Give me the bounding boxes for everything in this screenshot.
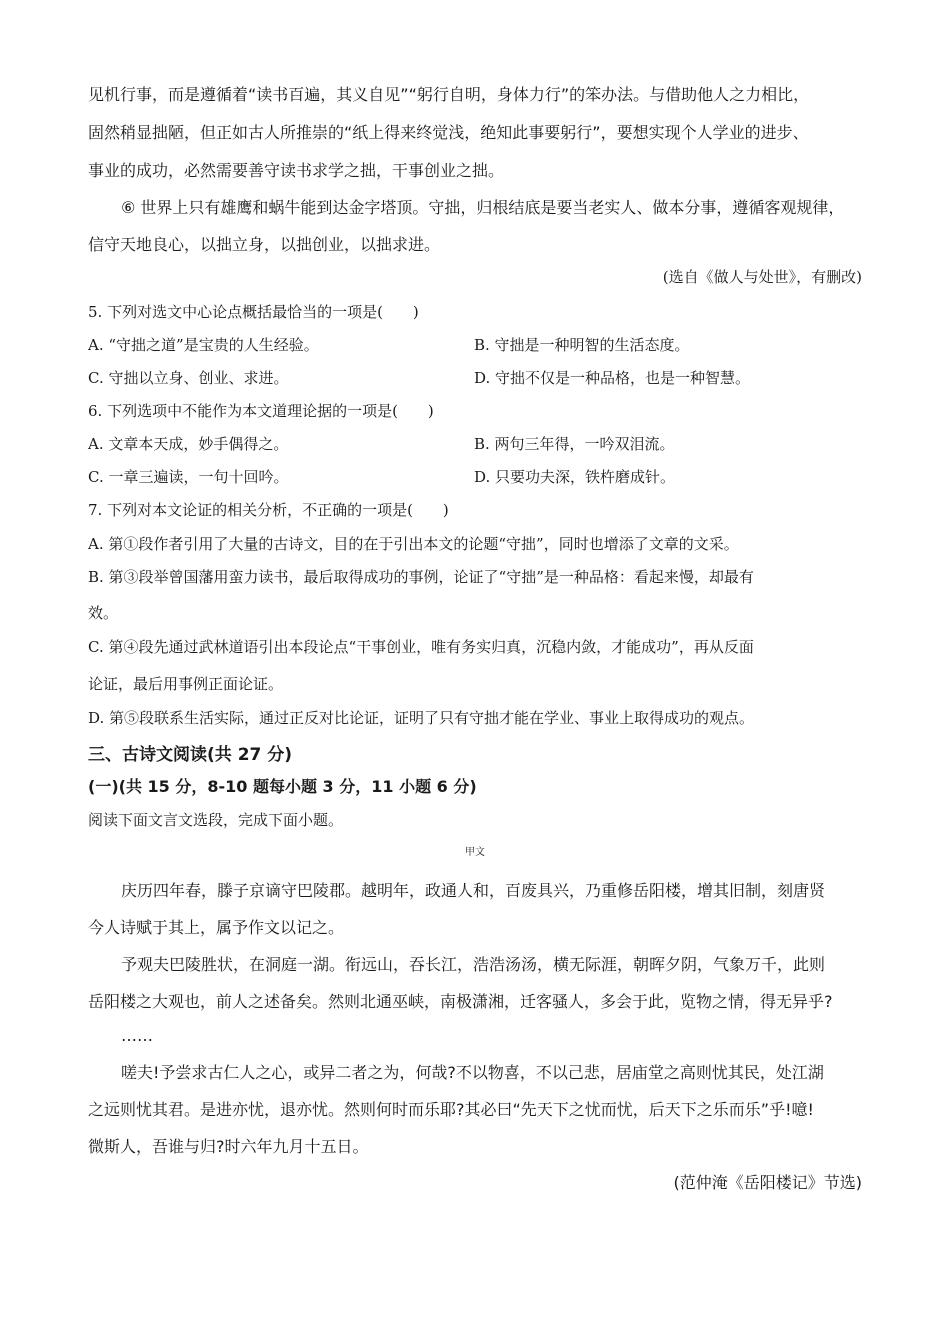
jiawen-p1-line-2: 今人诗赋于其上，属予作文以记之。 — [88, 918, 345, 937]
section-3-heading: 三、古诗文阅读(共 27 分) — [88, 745, 293, 765]
essay-p5-line-2: 固然稍显拙陋，但正如古人所推崇的“纸上得来终觉浅，绝知此事要躬行”，要想实现个人学业的进步、 — [88, 123, 809, 142]
question-6-stem: 6. 下列选项中不能作为本文道理论据的一项是( ) — [88, 402, 434, 420]
question-5-stem: 5. 下列对选文中心论点概括最恰当的一项是( ) — [88, 303, 419, 321]
jiawen-p1-line-1: 庆历四年春，滕子京谪守巴陵郡。越明年，政通人和，百废具兴，乃重修岳阳楼，增其旧制，刻唐贤 — [121, 881, 826, 900]
question-6-option-b: B. 两句三年得，一吟双泪流。 — [474, 435, 675, 453]
question-7-option-b-line-2: 效。 — [88, 604, 119, 622]
question-6-option-c: C. 一章三遍读，一句十回吟。 — [88, 468, 289, 486]
question-7-option-d: D. 第⑤段联系生活实际，通过正反对比论证，证明了只有守拙才能在学业、事业上取得成功的观点。 — [88, 709, 755, 727]
jiawen-ellipsis: …… — [121, 1026, 153, 1045]
jiawen-title: 甲文 — [465, 847, 485, 858]
question-5-option-a: A. “守拙之道”是宝贵的人生经验。 — [88, 336, 319, 354]
essay-source: (选自《做人与处世》，有删改) — [662, 268, 862, 286]
question-5-option-b: B. 守拙是一种明智的生活态度。 — [474, 336, 690, 354]
essay-p6-line-1: ⑥ 世界上只有雄鹰和蜗牛能到达金字塔顶。守拙，归根结底是要当老实人、做本分事，遵循客观规律， — [121, 198, 845, 217]
question-7-stem: 7. 下列对本文论证的相关分析，不正确的一项是( ) — [88, 501, 449, 519]
essay-p5-line-3: 事业的成功，必然需要善守读书求学之拙，干事创业之拙。 — [88, 161, 505, 180]
question-5-option-c: C. 守拙以立身、创业、求进。 — [88, 369, 289, 387]
question-6-option-a: A. 文章本天成，妙手偶得之。 — [88, 435, 289, 453]
jiawen-source: (范仲淹《岳阳楼记》节选) — [673, 1173, 862, 1192]
jiawen-p2-line-1: 予观夫巴陵胜状，在洞庭一湖。衔远山，吞长江，浩浩汤汤，横无际涯，朝晖夕阴，气象万千，此则 — [121, 955, 826, 974]
question-7-option-a: A. 第①段作者引用了大量的古诗文，目的在于引出本文的论题“守拙”，同时也增添了文章的文采。 — [88, 535, 739, 553]
question-7-option-c-line-1: C. 第④段先通过武林道语引出本段论点“干事创业，唯有务实归真，沉稳内敛，才能成功”，再从反面 — [88, 638, 754, 656]
essay-p6-line-2: 信守天地良心，以拙立身，以拙创业，以拙求进。 — [88, 235, 441, 254]
question-7-option-b-line-1: B. 第③段举曾国藩用蛮力读书，最后取得成功的事例，论证了“守拙”是一种品格：看起来慢，却最有 — [88, 568, 754, 586]
essay-p5-line-1: 见机行事，而是遵循着“读书百遍，其义自见”“躬行自明，身体力行”的笨办法。与借助他人之力相比， — [88, 85, 810, 104]
section-3-subheading: (一)(共 15 分，8-10 题每小题 3 分，11 小题 6 分) — [88, 777, 477, 796]
jiawen-p3-line-1: 嗟夫!予尝求古仁人之心，或异二者之为，何哉?不以物喜，不以己悲，居庙堂之高则忧其民，处江湖 — [121, 1063, 824, 1082]
question-6-option-d: D. 只要功夫深，铁杵磨成针。 — [474, 468, 676, 486]
jiawen-p3-line-3: 微斯人，吾谁与归?时六年九月十五日。 — [88, 1137, 369, 1156]
section-3-instruction: 阅读下面文言文选段，完成下面小题。 — [88, 811, 344, 829]
jiawen-p2-line-2: 岳阳楼之大观也，前人之述备矣。然则北通巫峡，南极潇湘，迁客骚人，多会于此，览物之情，得无异乎? — [88, 992, 833, 1011]
question-7-option-c-line-2: 论证，最后用事例正面论证。 — [88, 675, 284, 693]
jiawen-p3-line-2: 之远则忧其君。是进亦忧，退亦忧。然则何时而乐耶?其必曰“先天下之忧而忧，后天下之乐而乐”乎!噫! — [88, 1100, 814, 1119]
question-5-option-d: D. 守拙不仅是一种品格，也是一种智慧。 — [474, 369, 751, 387]
